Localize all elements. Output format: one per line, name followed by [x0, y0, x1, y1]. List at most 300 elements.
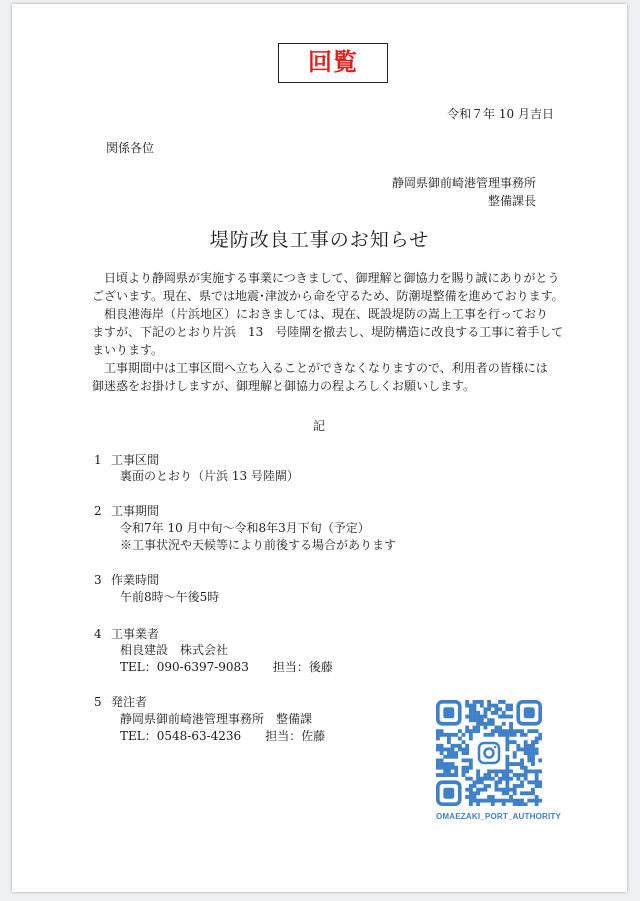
qr-finder-pattern [438, 702, 460, 724]
qr-module [535, 780, 539, 784]
qr-module [451, 766, 455, 770]
qr-module [494, 707, 498, 711]
qr-module [509, 704, 513, 708]
qr-module [487, 769, 491, 773]
qr-module [516, 762, 520, 766]
qr-module [531, 769, 535, 773]
qr-module [447, 751, 451, 755]
section-line: TEL：090-6397-9083 担当：後藤 [120, 660, 333, 674]
qr-module [513, 733, 517, 737]
qr-module [498, 700, 502, 704]
qr-module [469, 784, 473, 788]
qr-module [513, 729, 517, 733]
qr-module [502, 788, 506, 792]
qr-module [469, 758, 473, 762]
qr-module [505, 788, 509, 792]
qr-module [524, 802, 528, 806]
qr-module [458, 737, 462, 741]
qr-module [527, 769, 531, 773]
qr-module [473, 784, 477, 788]
qr-module [480, 788, 484, 792]
qr-module [513, 784, 517, 788]
qr-module [487, 704, 491, 708]
qr-module [469, 711, 473, 715]
qr-module [476, 718, 480, 722]
qr-module [465, 777, 469, 781]
circulation-stamp: 回覧 [278, 43, 388, 83]
qr-module [505, 784, 509, 788]
qr-module [469, 766, 473, 770]
qr-module [462, 748, 466, 752]
section-number: 5 [94, 695, 102, 709]
qr-module [484, 733, 488, 737]
qr-module [535, 773, 539, 777]
qr-module [509, 722, 513, 726]
qr-module [440, 766, 444, 770]
qr-module [505, 715, 509, 719]
qr-module [531, 751, 535, 755]
qr-module [443, 773, 447, 777]
qr-code[interactable] [436, 700, 542, 806]
qr-module [509, 740, 513, 744]
qr-module [502, 791, 506, 795]
qr-module [513, 799, 517, 803]
qr-module [527, 748, 531, 752]
qr-module [440, 758, 444, 762]
section-heading: 作業時間 [111, 573, 160, 587]
section-heading: 工事期間 [111, 504, 160, 518]
qr-module [498, 715, 502, 719]
qr-module [509, 715, 513, 719]
qr-module [505, 755, 509, 759]
qr-module [480, 722, 484, 726]
qr-module [513, 788, 517, 792]
qr-module [451, 755, 455, 759]
qr-module [487, 773, 491, 777]
qr-module [505, 780, 509, 784]
qr-module [465, 766, 469, 770]
qr-module [473, 711, 477, 715]
qr-module [531, 788, 535, 792]
qr-module [487, 700, 491, 704]
qr-module [535, 751, 539, 755]
qr-module [513, 751, 517, 755]
body-line: まいります。 [92, 343, 164, 357]
qr-module [494, 773, 498, 777]
qr-finder-pattern [518, 702, 540, 724]
qr-module [513, 762, 517, 766]
qr-caption: OMAEZAKI_PORT_AUTHORITY [436, 812, 562, 821]
qr-module [451, 751, 455, 755]
qr-module [535, 769, 539, 773]
qr-module [491, 711, 495, 715]
qr-module [520, 758, 524, 762]
section-line: 裏面のとおり（片浜 13 号陸閘） [120, 469, 299, 483]
qr-module [465, 769, 469, 773]
qr-module [494, 711, 498, 715]
qr-module [505, 733, 509, 737]
qr-module [487, 733, 491, 737]
qr-module [465, 700, 469, 704]
qr-module [462, 758, 466, 762]
qr-module [443, 769, 447, 773]
qr-module [505, 704, 509, 708]
qr-module [473, 780, 477, 784]
body-line: 日頃より静岡県が実施する事業につきまして、御理解と御協力を賜り誠にありがとう [92, 271, 560, 285]
qr-module [498, 769, 502, 773]
qr-module [469, 777, 473, 781]
qr-module [484, 726, 488, 730]
qr-module [502, 711, 506, 715]
qr-module [494, 726, 498, 730]
qr-module [447, 766, 451, 770]
qr-module [516, 744, 520, 748]
qr-module [524, 740, 528, 744]
qr-module [451, 744, 455, 748]
qr-module [513, 740, 517, 744]
qr-module [476, 791, 480, 795]
qr-module [509, 788, 513, 792]
qr-module [476, 711, 480, 715]
qr-module [473, 700, 477, 704]
qr-module [473, 715, 477, 719]
section-line: TEL：0548-63-4236 担当：佐藤 [120, 729, 326, 743]
issue-date: 令和７年 10 月吉日 [447, 107, 554, 121]
qr-module [484, 715, 488, 719]
qr-module [538, 769, 542, 773]
qr-code-block [436, 700, 562, 821]
qr-module [498, 777, 502, 781]
body-line: 工事期間中は工事区間へ立ち入ることができなくなりますので、利用者の皆様には [92, 361, 548, 375]
qr-module [447, 769, 451, 773]
qr-module [476, 715, 480, 719]
qr-module [484, 707, 488, 711]
ki-heading: 記 [313, 419, 326, 433]
qr-module [516, 777, 520, 781]
qr-module [520, 733, 524, 737]
qr-module [491, 722, 495, 726]
qr-module [498, 799, 502, 803]
qr-module [538, 780, 542, 784]
qr-module [454, 769, 458, 773]
qr-module [480, 799, 484, 803]
qr-module [509, 707, 513, 711]
qr-module [520, 780, 524, 784]
qr-module [513, 755, 517, 759]
qr-module [509, 795, 513, 799]
qr-module [491, 795, 495, 799]
qr-module [469, 737, 473, 741]
qr-module [480, 704, 484, 708]
qr-module [447, 755, 451, 759]
qr-module [527, 758, 531, 762]
qr-module [513, 791, 517, 795]
qr-module [535, 784, 539, 788]
qr-module [436, 733, 440, 737]
qr-module [502, 715, 506, 719]
qr-module [502, 773, 506, 777]
qr-module [469, 707, 473, 711]
qr-module [465, 748, 469, 752]
qr-module [494, 704, 498, 708]
qr-module [494, 788, 498, 792]
qr-module [502, 700, 506, 704]
qr-module [480, 700, 484, 704]
qr-module [505, 799, 509, 803]
qr-module [440, 773, 444, 777]
qr-module [505, 737, 509, 741]
sender-position: 整備課長 [487, 194, 536, 208]
qr-module [465, 795, 469, 799]
qr-module [531, 729, 535, 733]
qr-module [469, 729, 473, 733]
qr-module [454, 751, 458, 755]
qr-module [458, 748, 462, 752]
qr-module [498, 726, 502, 730]
qr-module [469, 791, 473, 795]
qr-module [462, 773, 466, 777]
qr-module [436, 766, 440, 770]
body-line: 御迷惑をお掛けしますが、御理解と御協力の程よろしくお願いします。 [92, 379, 476, 393]
qr-module [447, 773, 451, 777]
qr-module [469, 802, 473, 806]
qr-module [465, 715, 469, 719]
section-line: 相良建設 株式会社 [120, 643, 229, 657]
qr-module [436, 762, 440, 766]
qr-module [487, 707, 491, 711]
section-heading: 工事業者 [111, 627, 160, 641]
qr-module [527, 780, 531, 784]
qr-module [465, 726, 469, 730]
qr-module [516, 773, 520, 777]
qr-module [520, 773, 524, 777]
qr-module [473, 718, 477, 722]
qr-module [494, 784, 498, 788]
qr-module [505, 766, 509, 770]
qr-module [505, 791, 509, 795]
qr-module [469, 733, 473, 737]
qr-module [498, 788, 502, 792]
body-text [92, 269, 564, 395]
section-number: 1 [94, 453, 102, 467]
qr-module [527, 744, 531, 748]
section-line: 午前8時～午後5時 [120, 590, 220, 604]
qr-module [516, 729, 520, 733]
qr-module [454, 755, 458, 759]
qr-module [527, 729, 531, 733]
qr-module [491, 733, 495, 737]
qr-module [505, 773, 509, 777]
section-line: ※工事状況や天候等により前後する場合があります [120, 538, 397, 552]
section-number: 2 [94, 504, 102, 518]
qr-module [476, 722, 480, 726]
qr-module [440, 748, 444, 752]
qr-module [520, 729, 524, 733]
qr-module [458, 729, 462, 733]
qr-module [502, 777, 506, 781]
qr-module [469, 799, 473, 803]
qr-module [509, 726, 513, 730]
qr-module [520, 802, 524, 806]
body-line: ございます。現在、県では地震･津波から命を守るため、防潮堤整備を進めております。 [92, 289, 564, 303]
qr-module [494, 729, 498, 733]
qr-module [451, 748, 455, 752]
qr-module [473, 729, 477, 733]
qr-module [531, 791, 535, 795]
qr-module [487, 777, 491, 781]
qr-module [516, 748, 520, 752]
qr-module [505, 729, 509, 733]
qr-module [491, 802, 495, 806]
qr-module [465, 729, 469, 733]
qr-module [535, 729, 539, 733]
qr-module [476, 799, 480, 803]
qr-module [524, 791, 528, 795]
qr-module [516, 799, 520, 803]
qr-module [436, 729, 440, 733]
qr-module [505, 707, 509, 711]
qr-module [524, 777, 528, 781]
section-number: 4 [94, 627, 102, 641]
qr-module [516, 802, 520, 806]
qr-module [524, 766, 528, 770]
qr-module [502, 799, 506, 803]
qr-module [520, 766, 524, 770]
qr-module [527, 791, 531, 795]
qr-module [535, 795, 539, 799]
qr-module [484, 799, 488, 803]
qr-module [469, 718, 473, 722]
qr-module [531, 748, 535, 752]
qr-module [440, 733, 444, 737]
qr-module [502, 802, 506, 806]
qr-module [465, 751, 469, 755]
qr-module [484, 777, 488, 781]
addressee: 関係各位 [106, 141, 155, 155]
qr-module [498, 729, 502, 733]
qr-module [473, 795, 477, 799]
qr-module [480, 718, 484, 722]
qr-module [462, 751, 466, 755]
qr-module [476, 769, 480, 773]
qr-finder-pattern [438, 782, 460, 804]
qr-module [447, 737, 451, 741]
qr-module [436, 758, 440, 762]
qr-module [484, 788, 488, 792]
qr-module [531, 762, 535, 766]
section-heading: 発注者 [111, 695, 148, 709]
qr-module [454, 773, 458, 777]
qr-module [505, 777, 509, 781]
qr-module [454, 744, 458, 748]
qr-module [509, 733, 513, 737]
qr-module [527, 799, 531, 803]
qr-module [491, 769, 495, 773]
qr-module [480, 715, 484, 719]
qr-module [531, 780, 535, 784]
qr-module [469, 788, 473, 792]
qr-module [447, 733, 451, 737]
qr-module [436, 744, 440, 748]
qr-module [447, 740, 451, 744]
qr-module [465, 704, 469, 708]
qr-module [476, 700, 480, 704]
section-heading: 工事区間 [111, 453, 160, 467]
qr-module [462, 740, 466, 744]
qr-module [458, 744, 462, 748]
qr-module [491, 799, 495, 803]
qr-module [447, 748, 451, 752]
qr-module [520, 762, 524, 766]
qr-module [447, 762, 451, 766]
qr-module [440, 751, 444, 755]
qr-module [476, 788, 480, 792]
qr-module [527, 751, 531, 755]
qr-module [502, 769, 506, 773]
qr-module [473, 707, 477, 711]
qr-module [538, 758, 542, 762]
qr-module [440, 762, 444, 766]
qr-module [443, 755, 447, 759]
section-line: 令和7年 10 月中旬～令和8年3月下旬（予定） [120, 521, 370, 535]
qr-module [538, 784, 542, 788]
body-line: ますが、下記のとおり片浜 13 号陸閘を撤去し、堤防構造に改良する工事に着手して [92, 325, 564, 339]
qr-module [440, 744, 444, 748]
qr-module [524, 748, 528, 752]
qr-module [451, 733, 455, 737]
document-title: 堤防改良工事のお知らせ [209, 229, 430, 251]
qr-module [524, 733, 528, 737]
qr-module [531, 744, 535, 748]
qr-module [513, 802, 517, 806]
qr-module [524, 744, 528, 748]
qr-module [520, 784, 524, 788]
qr-module [505, 758, 509, 762]
qr-module [494, 769, 498, 773]
qr-module [531, 740, 535, 744]
qr-module [436, 737, 440, 741]
qr-module [436, 773, 440, 777]
qr-module [538, 737, 542, 741]
qr-module [509, 799, 513, 803]
qr-module [524, 773, 528, 777]
qr-module [462, 769, 466, 773]
qr-module [505, 762, 509, 766]
qr-module [531, 755, 535, 759]
qr-module [509, 762, 513, 766]
qr-module [502, 722, 506, 726]
qr-module [509, 769, 513, 773]
qr-module [505, 744, 509, 748]
qr-module [473, 799, 477, 803]
qr-module [505, 769, 509, 773]
qr-module [451, 762, 455, 766]
qr-module [469, 715, 473, 719]
qr-module [535, 748, 539, 752]
qr-module [498, 707, 502, 711]
qr-module [491, 718, 495, 722]
qr-module [480, 777, 484, 781]
section-line: 静岡県御前崎港管理事務所 整備課 [120, 712, 313, 726]
qr-module [505, 748, 509, 752]
section-number: 3 [94, 573, 102, 587]
qr-module [465, 758, 469, 762]
qr-module [487, 795, 491, 799]
qr-module [509, 729, 513, 733]
qr-module [476, 729, 480, 733]
qr-module [469, 762, 473, 766]
qr-module [505, 740, 509, 744]
